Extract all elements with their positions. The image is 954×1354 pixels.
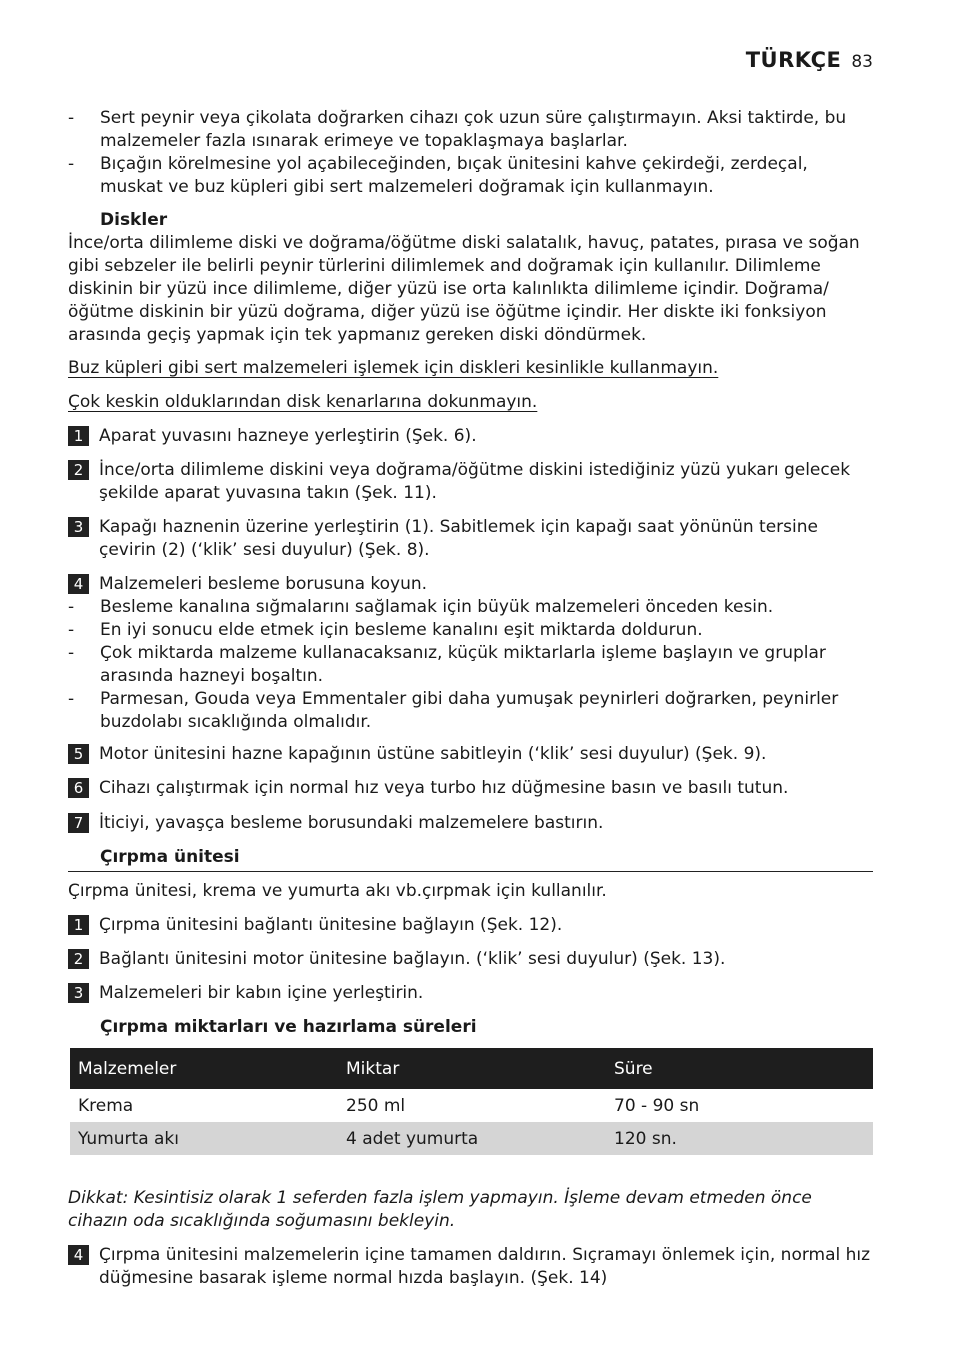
step-number: 3 xyxy=(68,517,89,537)
table-row xyxy=(70,1089,873,1122)
intro-bullets xyxy=(68,107,873,199)
disks-paragraph: İnce/orta dilimleme diski ve doğrama/öğütme diski salatalık, havuç, patates, pırasa ve soğan gibi sebzeler ile belirli peynir türlerini dilimlemek and doğramak için kullanılır. Dilimleme diskinin bir yüzü ince dilimleme, diğer yüzü ise orta kalınlıkta dilimleme içindir. Doğrama/öğütme diskinin bir yüzü doğrama, diğer yüzü ise öğütme içindir. Her diskte iki fonksiyon arasında geçiş yapmak için tek yapmanız gereken diski döndürmek. xyxy=(68,233,860,345)
step-number: 4 xyxy=(68,574,89,594)
step-item: 4 Çırpma ünitesini malzemelerin içine tamamen daldırın. Sıçramayı önlemek için, normal hız düğmesine basarak işleme normal hızda başlayın. (Şek. 14) xyxy=(68,1244,873,1290)
caution-note: Dikkat: Kesintisiz olarak 1 seferden fazla işlem yapmayın. İşleme devam etmeden önce cihazın oda sıcaklığında soğumasını bekleyin. xyxy=(68,1188,812,1231)
step4-bullets xyxy=(68,596,873,734)
page-header xyxy=(746,48,873,72)
step-item: 2 Bağlantı ünitesini motor ünitesine bağlayın. (‘klik’ sesi duyulur) (Şek. 13). xyxy=(68,948,873,971)
step-number: 3 xyxy=(68,983,89,1003)
list-item: - Sert peynir veya çikolata doğrarken cihazı çok uzun süre çalıştırmayın. Aksi taktirde, bu malzemeler fazla ısınarak erimeye ve topaklaşmaya başlarlar. xyxy=(68,108,847,151)
list-item: - Besleme kanalına sığmalarını sağlamak için büyük malzemeleri önceden kesin. xyxy=(68,597,774,617)
step-item: 1 Çırpma ünitesini bağlantı ünitesine bağlayın (Şek. 12). xyxy=(68,914,873,937)
section-heading-whisk: Çırpma ünitesi xyxy=(100,847,240,867)
table-header-row xyxy=(70,1048,873,1089)
step-item: 5 Motor ünitesini hazne kapağının üstüne sabitleyin (‘klik’ sesi duyulur) (Şek. 9). xyxy=(68,743,873,766)
step-number: 1 xyxy=(68,915,89,935)
step-item: 1 Aparat yuvasını hazneye yerleştirin (Şek. 6). xyxy=(68,425,873,448)
column-header: Malzemeler xyxy=(78,1058,177,1079)
step-item: 6 Cihazı çalıştırmak için normal hız veya turbo hız düğmesine basın ve basılı tutun. xyxy=(68,777,873,800)
list-item: - Çok miktarda malzeme kullanacaksanız, küçük miktarlarla işleme başlayın ve gruplar arasında hazneyi boşaltın. xyxy=(68,643,826,686)
page-number: 83 xyxy=(851,52,873,72)
step-number: 5 xyxy=(68,744,89,764)
step-item: 3 Malzemeleri bir kabın içine yerleştirin. xyxy=(68,982,873,1005)
table-row xyxy=(70,1122,873,1155)
list-item: - Parmesan, Gouda veya Emmentaler gibi daha yumuşak peynirleri doğrarken, peynirler buzdolabı sıcaklığında olmalıdır. xyxy=(68,689,839,732)
step-number: 2 xyxy=(68,949,89,969)
step-item: 3 Kapağı haznenin üzerine yerleştirin (1). Sabitlemek için kapağı saat yönünün tersine çevirin (2) (‘klik’ sesi duyulur) (Şek. 8). xyxy=(68,516,873,562)
table-cell: 4 adet yumurta xyxy=(346,1128,479,1149)
table-heading: Çırpma miktarları ve hazırlama süreleri xyxy=(100,1017,477,1037)
list-item: - Bıçağın körelmesine yol açabileceğinden, bıçak ünitesini kahve çekirdeği, zerdeçal, muskat ve buz küpleri gibi sert malzemeleri doğramak için kullanmayın. xyxy=(68,154,808,197)
step-number: 1 xyxy=(68,426,89,446)
step-item: 4 Malzemeleri besleme borusuna koyun. xyxy=(68,573,873,596)
table-cell: Krema xyxy=(78,1095,134,1116)
step-number: 6 xyxy=(68,778,89,798)
table-cell: 120 sn. xyxy=(614,1128,677,1149)
column-header: Süre xyxy=(614,1058,653,1079)
step-number: 7 xyxy=(68,813,89,833)
table-cell: 70 - 90 sn xyxy=(614,1095,700,1116)
column-header: Miktar xyxy=(346,1058,400,1079)
section-heading-disks: Diskler xyxy=(100,210,168,230)
step-number: 4 xyxy=(68,1245,89,1265)
step-number: 2 xyxy=(68,460,89,480)
table-cell: 250 ml xyxy=(346,1095,406,1116)
warning-text: Buz küpleri gibi sert malzemeleri işlemek için diskleri kesinlikle kullanmayın. xyxy=(68,358,719,378)
whisk-intro: Çırpma ünitesi, krema ve yumurta akı vb.çırpmak için kullanılır. xyxy=(68,881,607,901)
warning-text: Çok keskin olduklarından disk kenarlarına dokunmayın. xyxy=(68,392,538,412)
language-label: TÜRKÇE xyxy=(745,48,842,72)
list-item: - En iyi sonucu elde etmek için besleme kanalını eşit miktarda doldurun. xyxy=(68,620,703,640)
whisk-table xyxy=(70,1048,873,1155)
section-divider xyxy=(68,871,873,872)
table-cell: Yumurta akı xyxy=(78,1128,180,1149)
step-item: 2 İnce/orta dilimleme diskini veya doğrama/öğütme diskini istediğiniz yüzü yukarı gelecek şekilde aparat yuvasına takın (Şek. 11). xyxy=(68,459,873,505)
step-item: 7 İticiyi, yavaşça besleme borusundaki malzemelere bastırın. xyxy=(68,812,873,835)
